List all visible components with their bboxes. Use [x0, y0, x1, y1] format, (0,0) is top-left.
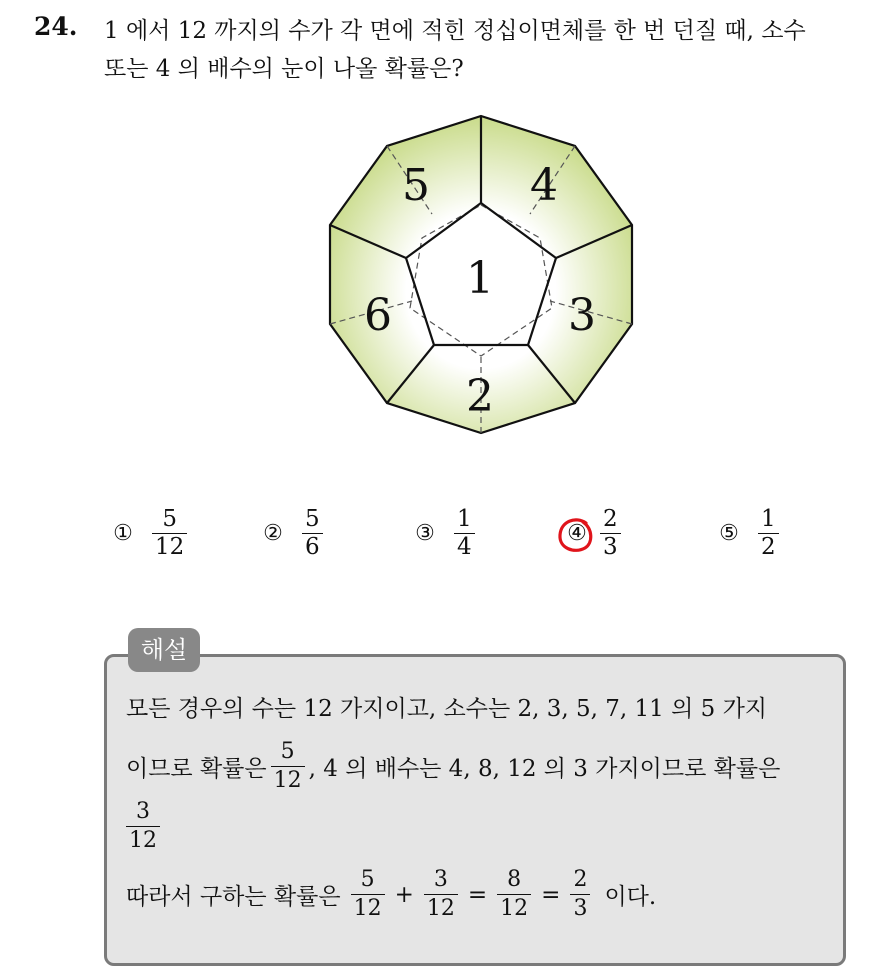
denominator: 3 [603, 533, 618, 560]
numerator: 5 [360, 867, 375, 892]
face-label-3: 3 [568, 290, 596, 341]
choice-3[interactable] [410, 500, 475, 566]
choice-1[interactable] [108, 500, 187, 566]
numerator: 2 [603, 505, 618, 532]
choice-fraction [758, 506, 779, 561]
fraction [126, 798, 160, 855]
selection-ring-icon [556, 515, 596, 555]
denominator: 2 [761, 533, 776, 560]
face-label-6: 6 [364, 290, 392, 341]
operator: + [394, 881, 414, 908]
fraction [351, 866, 385, 923]
solution-text: 모든 경우의 수는 12 가지이고, 소수는 2, 3, 5, 7, 11 의 5 가지 [126, 696, 768, 722]
choice-marker: ③ [415, 520, 435, 546]
fraction [424, 866, 458, 923]
numerator: 5 [305, 505, 320, 532]
operator: = [541, 881, 561, 908]
dodecahedron-figure [320, 108, 640, 438]
choice-fraction [600, 506, 621, 561]
denominator: 3 [573, 896, 588, 921]
numerator: 1 [761, 505, 776, 532]
fraction [271, 738, 305, 795]
face-label-4: 4 [530, 160, 558, 211]
question-line-1: 1 에서 12 까지의 수가 각 면에 적힌 정십이면체를 한 번 던질 때, 소수 [104, 18, 806, 44]
choice-marker: ⑤ [719, 520, 739, 546]
face-label-5: 5 [402, 160, 430, 211]
numerator: 1 [457, 505, 472, 532]
choice-5[interactable] [714, 500, 779, 566]
question-line-2: 또는 4 의 배수의 눈이 나올 확률은? [104, 56, 464, 82]
face-label-1: 1 [466, 253, 494, 304]
denominator: 12 [353, 896, 382, 921]
question-number: 24. [34, 12, 78, 41]
solution-text: 이므로 확률은 [126, 756, 267, 782]
denominator: 12 [273, 768, 302, 793]
denominator: 12 [426, 896, 455, 921]
solution-line-4 [126, 866, 656, 923]
choice-marker [562, 521, 592, 546]
numerator: 5 [280, 739, 295, 764]
solution-tag: 해설 [128, 628, 200, 672]
denominator: 12 [129, 828, 157, 853]
denominator: 6 [305, 533, 320, 560]
choice-2[interactable] [258, 500, 323, 566]
denominator: 12 [500, 896, 529, 921]
question-text [104, 12, 874, 88]
numerator: 2 [573, 867, 588, 892]
solution-text: , 4 의 배수는 4, 8, 12 의 3 가지이므로 확률은 [308, 756, 781, 782]
denominator: 12 [155, 533, 185, 560]
choice-marker: ② [263, 520, 283, 546]
numerator: 3 [136, 799, 150, 824]
solution-line-3 [126, 798, 164, 855]
solution-text: 이다. [604, 884, 657, 910]
choice-marker: ① [113, 520, 133, 546]
operator: = [467, 881, 488, 908]
numerator: 5 [162, 505, 177, 532]
solution-line-1 [126, 690, 767, 723]
denominator: 4 [457, 533, 472, 560]
solution-text: 따라서 구하는 확률은 [126, 884, 341, 910]
numerator: 8 [507, 867, 522, 892]
choice-fraction [152, 506, 187, 561]
face-label-2: 2 [466, 371, 494, 422]
choice-fraction [302, 506, 323, 561]
solution-line-2 [126, 738, 780, 795]
choice-fraction [454, 506, 475, 561]
fraction [497, 866, 531, 923]
choice-marker-text: ④ [567, 520, 587, 546]
numerator: 3 [433, 867, 448, 892]
choice-4[interactable] [562, 500, 621, 566]
fraction [570, 866, 590, 923]
